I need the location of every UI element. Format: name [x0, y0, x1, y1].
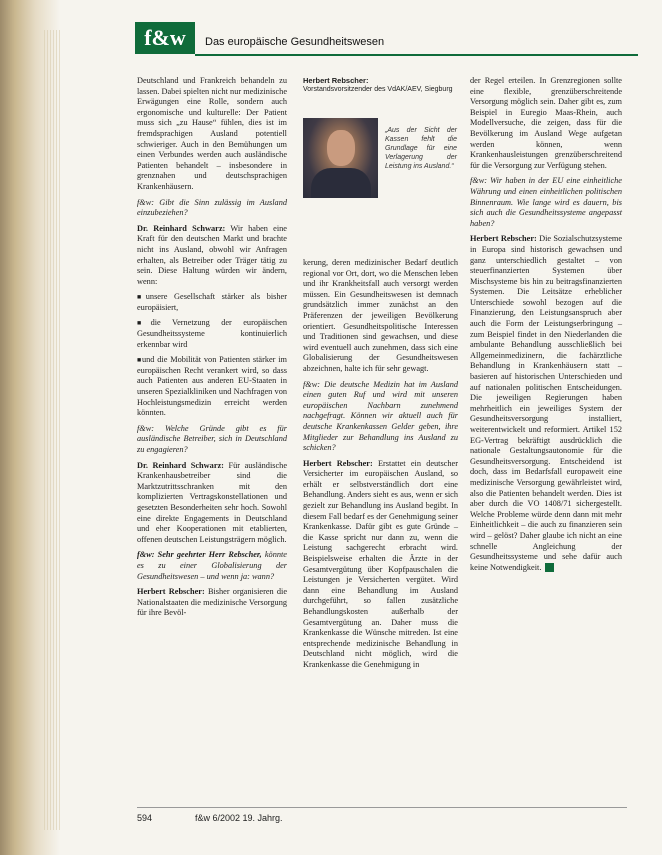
bullet-item: ■ unsere Gesellschaft stärker als bisher europäisiert,	[137, 292, 287, 313]
body-paragraph: der Regel erteilen. In Grenzregionen sollte eine flexible, grenzüberschreitende Versorgung möglich sein. Daher gibt es, zum Beispiel in Euregio Maas-Rhein, auch Modellversuche, die zeigen, dass für die Bevölkerung im Ausland Wege aufgetan werden können, wenn Krankenhausleistungen grenzüberschreitend für die Versorgung zur Verfügung stehen.	[470, 76, 622, 170]
interview-answer	[137, 587, 287, 619]
answer-text: Erstattet ein deutscher Versicherter im europäischen Ausland, so erhält er selbstverständlich dort eine Behandlung. Anders sieht es aus, wenn er sich gezielt zur Behandlung ins Ausland begibt. In diesem Fall bedarf es der Genehmigung seiner Krankenkasse. Dafür gibt es gute Gründe – die Kasse spricht nur dann zu, wenn die Leistung sachgerecht erbracht wird. Beispielsweise erhalten die Ärzte in der Gesamtvergütung über Kopfpauschalen die Leistungen je Versicherten vergütet. Wird dann eine Behandlung im Ausland durchgeführt, so fallen zusätzliche Behandlungskosten außerhalb der Gesamtvergütung an. Daher muss die Krankenkasse die Wünsche mitreden. Ist eine entsprechende medizinische Behandlung in Deutschland nicht möglich, wird die Krankenkasse die Genehmigung in	[303, 458, 458, 669]
journal-issue: f&w 6/2002 19. Jahrg.	[195, 813, 283, 823]
answer-speaker: Dr. Reinhard Schwarz:	[137, 460, 224, 470]
answer-speaker: Herbert Rebscher:	[137, 587, 205, 597]
bullet-item: ■ die Vernetzung der europäischen Gesundheitssysteme kontinuierlich erkennbar wird	[137, 318, 287, 350]
question-text: f&w: Wir haben in der EU eine einheitliche Währung und einen einheitlichen politischen Binnenraum. Wie lange wird es dauern, bis sich auch die Gesundheitssysteme angepasst haben?	[470, 176, 622, 228]
question-text: f&w: Welche Gründe gibt es für ausländische Betreiber, sich in Deutschland zu engagieren?	[137, 423, 287, 454]
interview-question	[303, 380, 458, 454]
answer-text: Die Sozialschutzsysteme in Europa sind historisch gewachsen und ganz unterschiedlich gestaltet – von steuerfinanzierten Systemen über Mischsysteme bis hin zu beitragsfinanzierten Systemen. Die Leitsätze erheblicher Unterschiede sowohl bezogen auf die Finanzierung, den Leistungsanspruch aber auch die Form der Leistungserbringung – zum Beispiel findet in den Niederlanden die ambulante Behandlung ausschließlich bei Allgemeinmedizinern, die fachärztliche Behandlung in Krankenhäusern statt – basieren auf historischen Unterschieden und auf nationalen politischen Entscheidungen. Die jeweiligen Regierungen haben mehrheitlich ein jeweiliges System der Gesundheitsversorgung installiert, weiterentwickelt und reformiert. Artikel 152 EG-Vertrag bekräftigt ausdrücklich die nationale Gestaltungsautonomie für die Gesundheitsversorgung. Entscheidend ist doch, dass im Bedarfsfall europaweit eine medizinische Versorgung gewährleistet wird, also die Patienten behandelt werden. Dies ist aber durch die VO 1408/71 sichergestellt. Welche Probleme würde denn dann mit mehr Einheitlichkeit – die auch zu finanzieren sein wird – gelöst? Daher glaube ich nicht an eine schnelle Angleichung der Gesundheitssysteme und sehe dafür auch keine Notwendigkeit.	[470, 234, 623, 572]
body-paragraph: Deutschland und Frankreich behandeln zu lassen. Dabei spielten nicht nur medizinische Erwägungen eine Rolle, sondern auch ergonomische und kulturelle: Der Patient muss sich „zu Hause“ fühlen, dies ist im fremdsprachigen Ausland potentiell schwieriger. Auch in den Bemühungen um einen Verbundes werden auch ausländische Patienten behandelt – insbesondere in grenznahen und deutschsprachigen Krankenhäusern.	[137, 76, 287, 191]
answer-speaker: Dr. Reinhard Schwarz:	[137, 223, 226, 233]
interview-answer	[137, 461, 287, 546]
page-edges	[44, 30, 60, 830]
header-rule	[195, 54, 638, 56]
portrait-face	[327, 130, 355, 166]
answer-speaker: Herbert Rebscher:	[470, 234, 537, 244]
answer-text: Wir haben eine Kraft für den deutschen Markt und brachte nicht ins Ausland, obwohl wir Anfragen erhalten, als Betreiber oder Träger tätig zu sein. Diese Haltung würden wir ändern, wenn:	[137, 223, 287, 286]
end-of-article-mark	[545, 563, 554, 572]
column-1	[137, 76, 287, 624]
interview-question	[137, 424, 287, 456]
portrait-block	[303, 76, 458, 252]
portrait-role: Vorstandsvorsitzender des VdAK/AEV, Siegburg	[303, 86, 453, 93]
column-3	[470, 76, 622, 578]
interview-answer	[303, 459, 458, 671]
interview-question	[137, 550, 287, 582]
footer-rule	[137, 807, 627, 808]
answer-speaker: Herbert Rebscher:	[303, 458, 373, 468]
portrait-name: Herbert Rebscher:	[303, 76, 369, 85]
interview-question	[137, 198, 287, 219]
body-paragraph: kerung, deren medizinischer Bedarf deutlich regional vor Ort, dort, wo die Menschen leben und ihr Krankheitsfall auch versorgt werden müssen. Ein Gesundheitswesen ist demnach grundsätzlich immer zunächst an den Präferenzen der jeweiligen Bevölkerung orientiert. Gesundheitspolitische Interessen und Traditionen sind gewachsen, und diese wird eventuell auch zunehmen, dass sich eine Globalisierung der Gesundheitswesen abzeichnen, halte ich für sehr gewagt.	[303, 258, 458, 373]
interview-answer	[137, 224, 287, 288]
question-text: f&w: Gibt die Sinn zulässig im Ausland einzubeziehen?	[137, 197, 287, 218]
section-title: Das europäische Gesundheitswesen	[205, 36, 385, 48]
column-3-text	[470, 76, 622, 573]
bullet-item: ■ und die Mobilität von Patienten stärker im europäischen Recht verankert wird, so dass auch Patienten aus anderen EU-Staaten in unseren Spezialkliniken und Nachfragen von Hochleistungsmedizin erreicht werden könnten.	[137, 355, 287, 419]
portrait-suit	[311, 168, 371, 198]
question-text: f&w: Die deutsche Medizin hat im Ausland einen guten Ruf und wird mit unseren europäischen Nachbarn zunehmend nachgefragt. Können wir aktuell auch für deutsche Krankenkassen Gelder geben, ihre Mitglieder zur Behandlung ins Ausland zu schicken?	[303, 379, 458, 453]
page-header	[135, 22, 638, 60]
page-number: 594	[137, 813, 153, 823]
journal-logo: f&w	[135, 22, 195, 54]
answer-text: Für ausländische Krankenhausbetreiber sind die Marktzutrittsschranken mit den komplizierten Vertragskonstellationen und gesetzten Besonderheiten sehr hoch. Sowohl eine direkte Engagements in Deutschland und eher Kooperationen mit etablierten, offenen deutschen Leistungsträgern möglich.	[137, 460, 287, 544]
interview-answer	[470, 234, 622, 573]
portrait-photo	[303, 118, 378, 198]
portrait-caption: „Aus der Sicht der Kassen fehlt die Grundlage für eine Verlagerung der Leistung ins Ausland.“	[385, 127, 457, 170]
column-2	[303, 76, 458, 676]
column-2-text	[303, 258, 458, 671]
question-speaker: f&w: Sehr geehrter Herr Rebscher,	[137, 550, 262, 560]
answer-text: Bisher organisieren die Nationalstaaten die medizinische Versorgung für ihre Bevöl-	[137, 587, 288, 618]
question-text: könnte es zu einer Globalisierung der Gesundheitswesen – und wenn ja: wann?	[137, 550, 287, 581]
interview-question	[470, 176, 622, 229]
